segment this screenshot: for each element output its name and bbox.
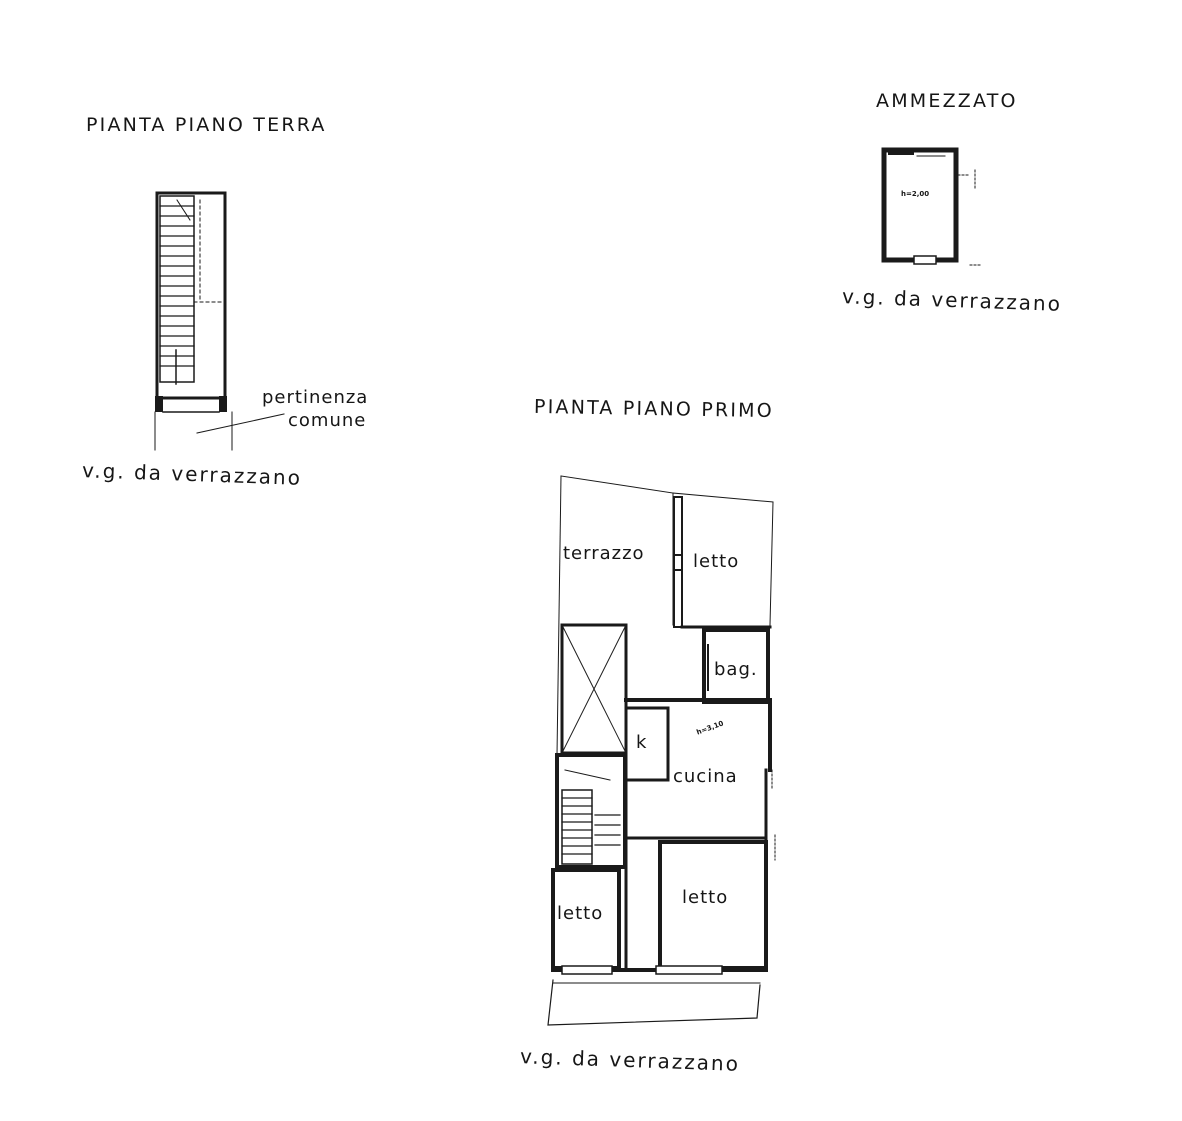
room-label-bagno: bag. <box>714 659 758 680</box>
ground-floor-title: PIANTA PIANO TERRA <box>86 114 327 136</box>
ground-floor-plan <box>155 193 284 450</box>
mezzanine-plan <box>884 149 982 265</box>
pertinenza-label: pertinenza <box>262 387 369 408</box>
ground-floor-street-label: v.g. da verrazzano <box>81 458 303 490</box>
mezzanine-title: AMMEZZATO <box>876 90 1018 112</box>
room-label-terrazzo: terrazzo <box>563 543 645 564</box>
first-floor-street-label: v.g. da verrazzano <box>519 1044 741 1076</box>
comune-label: comune <box>288 410 367 431</box>
room-label-letto-large: letto <box>682 887 729 908</box>
mezzanine-street-label: v.g. da verrazzano <box>841 284 1063 316</box>
room-label-cucina: cucina <box>673 766 738 787</box>
room-label-letto-top: letto <box>693 551 740 572</box>
mezzanine-height-note: h=2,00 <box>901 190 930 198</box>
stair-treads <box>160 206 194 366</box>
room-label-letto-small: letto <box>557 903 604 924</box>
annotation-leader <box>197 414 284 433</box>
first-floor-title: PIANTA PIANO PRIMO <box>533 395 775 423</box>
stair-flight <box>160 196 194 382</box>
first-floor-height-note: h=3,10 <box>695 719 725 737</box>
room-label-k: k <box>636 732 648 753</box>
